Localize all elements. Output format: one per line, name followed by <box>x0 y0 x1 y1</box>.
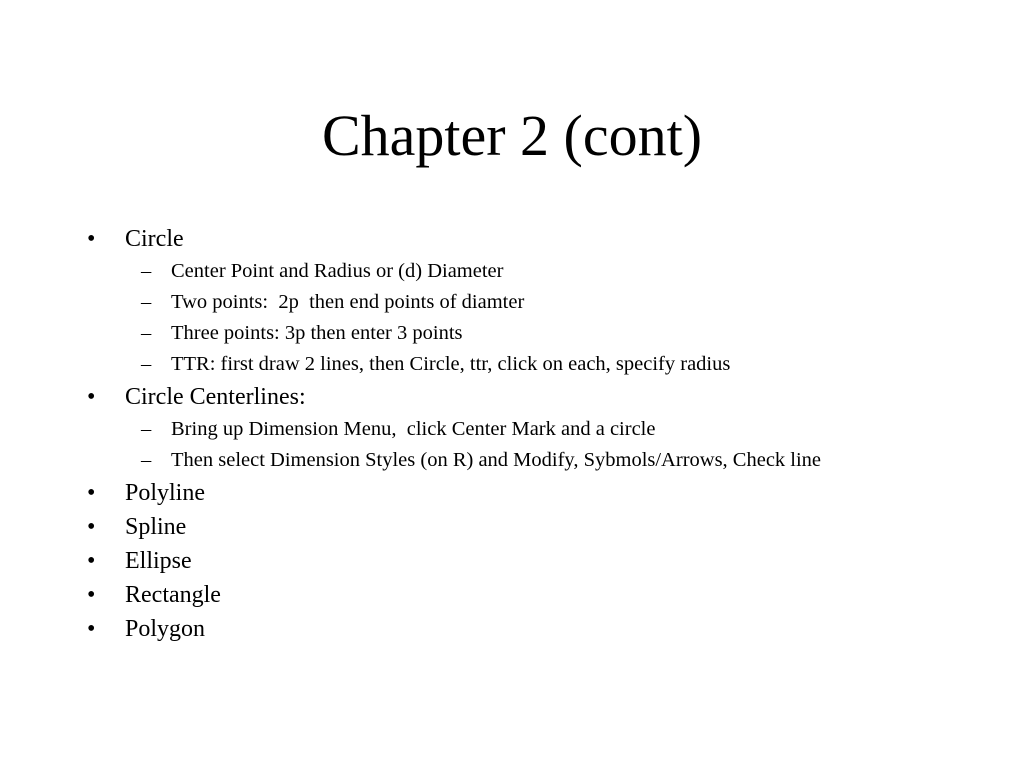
sub-item <box>0 318 1024 349</box>
bullet-icon: • <box>87 384 96 410</box>
sub-item-label: TTR: first draw 2 lines, then Circle, ttr, click on each, specify radius <box>171 353 731 375</box>
sub-list <box>0 256 1024 380</box>
dash-icon: – <box>141 322 152 344</box>
sub-item <box>0 414 1024 445</box>
dash-icon: – <box>141 260 152 282</box>
sub-item <box>0 256 1024 287</box>
sub-item <box>0 349 1024 380</box>
list-item-label: Circle <box>125 226 184 252</box>
bullet-icon: • <box>87 226 96 252</box>
bullet-icon: • <box>87 514 96 540</box>
sub-item-label: Three points: 3p then enter 3 points <box>171 322 463 344</box>
list-item-label: Spline <box>125 514 187 540</box>
list-item-rectangle <box>0 578 1024 612</box>
dash-icon: – <box>141 418 152 440</box>
bullet-icon: • <box>87 548 96 574</box>
list-item-polygon <box>0 612 1024 646</box>
list-item-label: Polyline <box>125 480 206 506</box>
sub-item <box>0 287 1024 318</box>
sub-item-label: Two points: 2p then end points of diamter <box>171 291 525 313</box>
list-item-ellipse <box>0 544 1024 578</box>
bullet-icon: • <box>87 480 96 506</box>
bullet-icon: • <box>87 616 96 642</box>
list-item-label: Polygon <box>125 616 206 642</box>
sub-list <box>0 414 1024 476</box>
list-item-polyline <box>0 476 1024 510</box>
sub-item-label: Then select Dimension Styles (on R) and Modify, Sybmols/Arrows, Check line <box>171 449 822 471</box>
dash-icon: – <box>141 291 152 313</box>
list-item-spline <box>0 510 1024 544</box>
list-item-label: Ellipse <box>125 548 192 574</box>
slide-title: Chapter 2 (cont) <box>321 103 703 168</box>
sub-item <box>0 445 1024 476</box>
list-item-label: Circle Centerlines: <box>125 384 306 410</box>
bullet-list <box>0 222 1024 646</box>
list-item-circle-centerlines <box>0 380 1024 476</box>
sub-item-label: Bring up Dimension Menu, click Center Mark and a circle <box>171 418 656 440</box>
list-item-circle <box>0 222 1024 380</box>
dash-icon: – <box>141 449 152 471</box>
bullet-icon: • <box>87 582 96 608</box>
list-item-label: Rectangle <box>125 582 221 608</box>
sub-item-label: Center Point and Radius or (d) Diameter <box>171 260 504 282</box>
dash-icon: – <box>141 353 152 375</box>
